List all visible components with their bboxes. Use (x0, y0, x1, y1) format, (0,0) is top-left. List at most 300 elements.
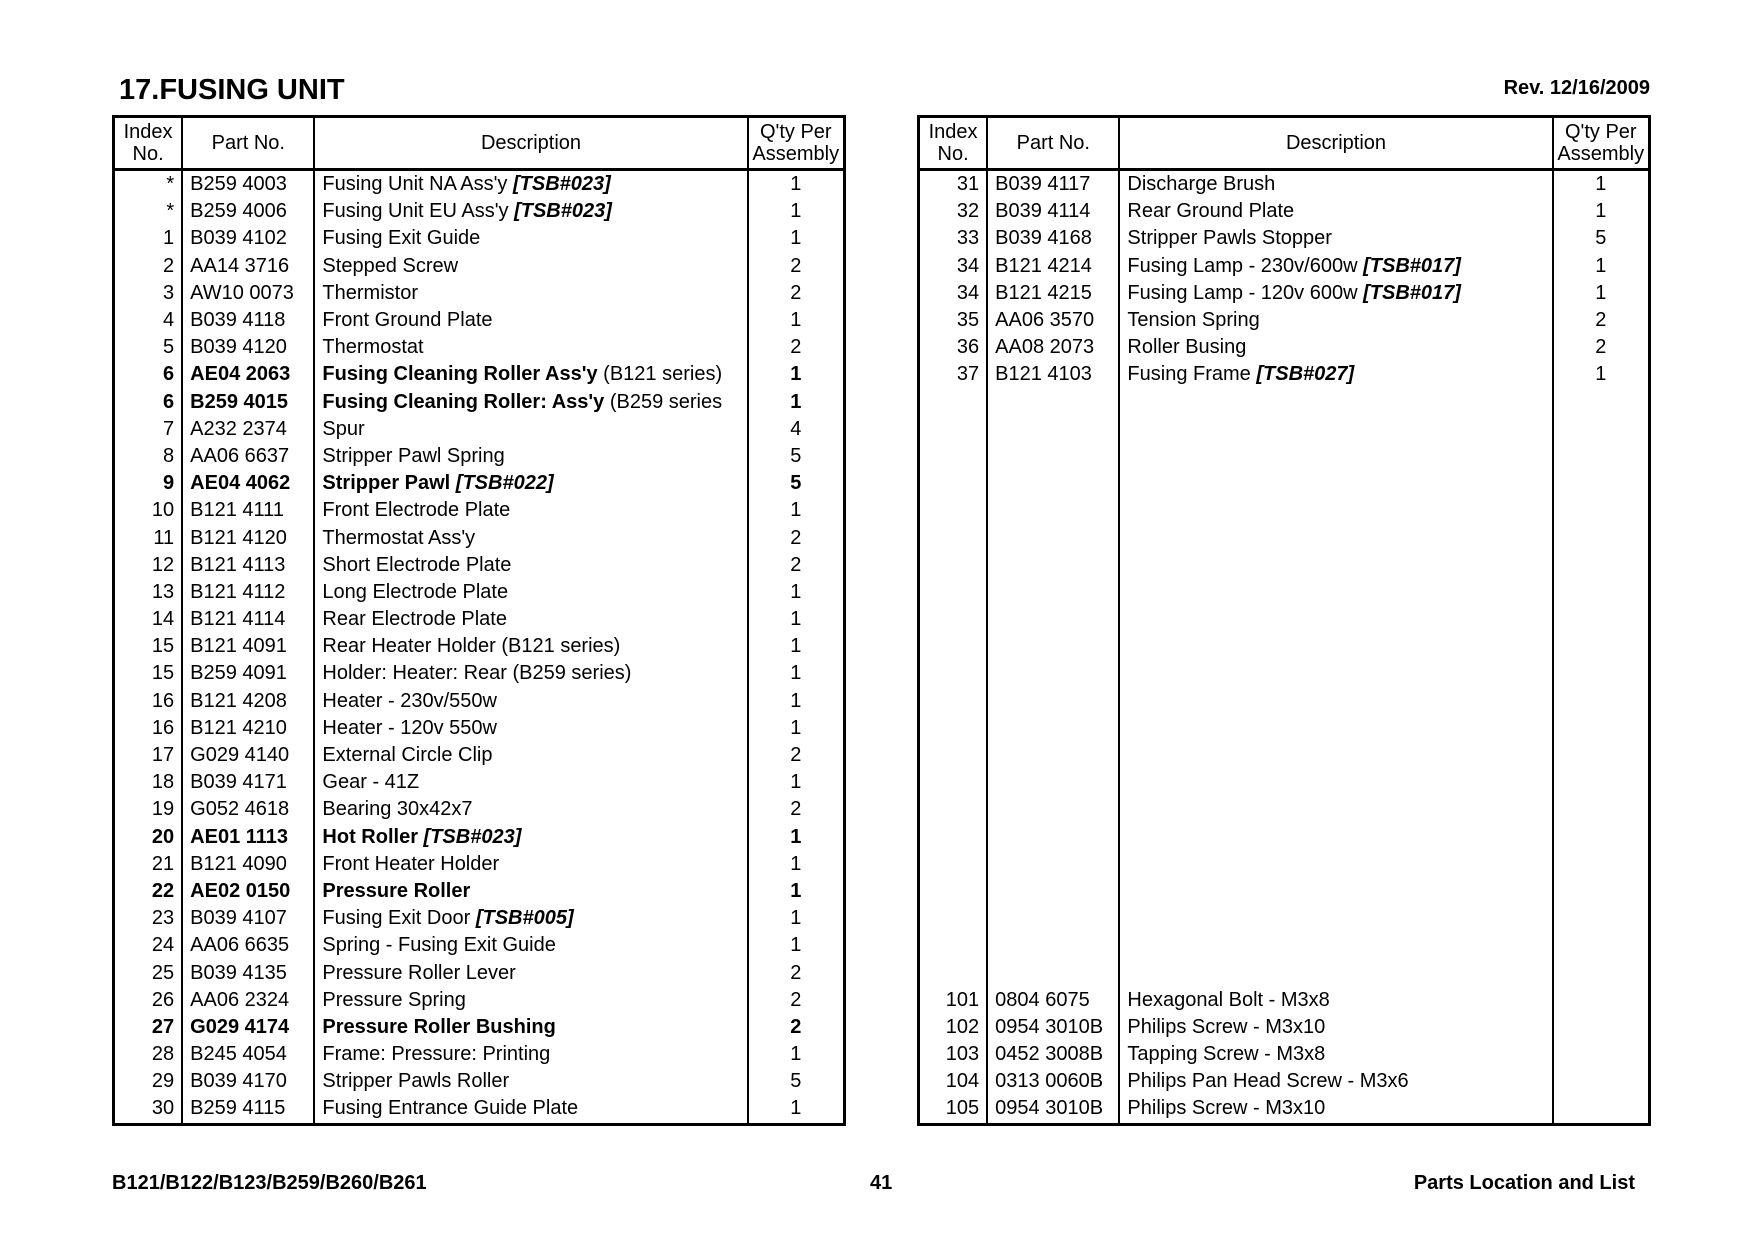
index-cell: 12 (114, 552, 183, 579)
index-cell: 23 (114, 905, 183, 932)
part-number-cell: G052 4618 (182, 796, 314, 823)
part-number-cell: B121 4214 (987, 253, 1119, 280)
description-text: Thermostat (322, 336, 424, 359)
description-cell (314, 579, 747, 606)
tsb-reference: [TSB#027] (1256, 363, 1355, 386)
description-cell (314, 932, 747, 959)
quantity-cell: 1 (1553, 170, 1650, 199)
quantity-cell (1553, 742, 1650, 769)
table-row (919, 987, 1650, 1014)
description-text: Spur (322, 417, 365, 440)
part-number-cell (987, 524, 1119, 551)
description-cell (314, 443, 747, 470)
tsb-reference: [TSB#023] (514, 200, 612, 223)
description-text: Fusing Unit EU Ass'y (322, 200, 509, 223)
index-cell: 16 (114, 688, 183, 715)
description-text: Rear Heater Holder (B121 series) (322, 635, 621, 658)
description-cell (314, 987, 747, 1014)
table-row (114, 959, 845, 986)
index-cell: 11 (114, 524, 183, 551)
table-row (919, 579, 1650, 606)
table-row (919, 878, 1650, 905)
part-number-cell (987, 688, 1119, 715)
table-row (114, 987, 845, 1014)
table-row (114, 715, 845, 742)
index-cell: 2 (114, 253, 183, 280)
part-number-cell: B121 4091 (182, 633, 314, 660)
table-row (114, 606, 845, 633)
part-number-cell (987, 796, 1119, 823)
quantity-cell: 2 (748, 552, 845, 579)
part-number-cell (987, 769, 1119, 796)
part-number-cell (987, 497, 1119, 524)
part-number-cell: 0954 3010B (987, 1095, 1119, 1124)
table-header-row (919, 117, 1650, 170)
quantity-cell: 2 (748, 253, 845, 280)
description-cell (1119, 524, 1552, 551)
description-text: Holder: Heater: Rear (B259 series) (322, 662, 632, 685)
tsb-reference: [TSB#023] (512, 173, 611, 196)
part-number-cell: 0804 6075 (987, 987, 1119, 1014)
quantity-cell: 1 (748, 878, 845, 905)
quantity-cell (1553, 552, 1650, 579)
footer-model-numbers: B121/B122/B123/B259/B260/B261 (112, 1172, 427, 1194)
index-cell: 36 (919, 334, 988, 361)
description-cell (1119, 660, 1552, 687)
part-number-cell: B121 4113 (182, 552, 314, 579)
part-number-cell: AE04 4062 (182, 470, 314, 497)
quantity-cell (1553, 606, 1650, 633)
table-row (114, 688, 845, 715)
part-number-cell: B121 4210 (182, 715, 314, 742)
quantity-cell: 2 (748, 987, 845, 1014)
index-cell: 25 (114, 959, 183, 986)
table-row (114, 932, 845, 959)
index-cell: 34 (919, 253, 988, 280)
table-row (919, 796, 1650, 823)
index-cell: 13 (114, 579, 183, 606)
description-cell (314, 1068, 747, 1095)
description-cell (314, 688, 747, 715)
table-row (919, 170, 1650, 199)
quantity-cell (1553, 796, 1650, 823)
index-cell (919, 851, 988, 878)
description-cell (1119, 932, 1552, 959)
description-cell (1119, 688, 1552, 715)
description-text: Short Electrode Plate (322, 553, 512, 576)
part-number-cell: B039 4114 (987, 198, 1119, 225)
table-row (114, 1014, 845, 1041)
table-row (919, 416, 1650, 443)
description-cell (314, 524, 747, 551)
description-text: Thermostat Ass'y (322, 526, 476, 549)
index-cell: 37 (919, 361, 988, 388)
description-cell (314, 470, 747, 497)
series-note: (B121 series) (597, 363, 723, 386)
part-number-cell (987, 905, 1119, 932)
part-number-cell (987, 851, 1119, 878)
quantity-cell (1553, 524, 1650, 551)
description-text: Philips Screw - M3x10 (1127, 1097, 1326, 1120)
description-cell (314, 715, 747, 742)
part-number-cell: 0452 3008B (987, 1041, 1119, 1068)
quantity-cell: 1 (1553, 253, 1650, 280)
description-text: Fusing Exit Guide (322, 227, 481, 250)
description-cell (1119, 1041, 1552, 1068)
description-cell (314, 1014, 747, 1041)
part-number-cell (987, 932, 1119, 959)
index-cell: 7 (114, 416, 183, 443)
index-cell: 20 (114, 824, 183, 851)
quantity-cell (1553, 905, 1650, 932)
quantity-cell (1553, 932, 1650, 959)
index-cell (919, 932, 988, 959)
part-number-cell: B039 4168 (987, 225, 1119, 252)
description-text: Heater - 230v/550w (322, 689, 497, 712)
table-row (919, 524, 1650, 551)
table-row (919, 1014, 1650, 1041)
part-number-cell: AW10 0073 (182, 280, 314, 307)
table-row (114, 742, 845, 769)
quantity-cell (1553, 987, 1650, 1014)
index-cell: 19 (114, 796, 183, 823)
quantity-cell (1553, 1095, 1650, 1124)
index-cell (919, 660, 988, 687)
column-header-qty: Q'ty Per Assembly (748, 117, 845, 170)
part-number-cell: B039 4118 (182, 307, 314, 334)
description-text: Fusing Cleaning Roller Ass'y (322, 363, 598, 386)
quantity-cell: 2 (748, 280, 845, 307)
parts-table-left (112, 115, 846, 1126)
quantity-cell (1553, 660, 1650, 687)
part-number-cell: B259 4091 (182, 660, 314, 687)
part-number-cell (987, 606, 1119, 633)
table-row (114, 497, 845, 524)
index-cell: 24 (114, 932, 183, 959)
table-row (919, 334, 1650, 361)
part-number-cell (987, 959, 1119, 986)
part-number-cell: B039 4107 (182, 905, 314, 932)
footer-section-title: Parts Location and List (1413, 1172, 1635, 1194)
quantity-cell: 1 (748, 688, 845, 715)
quantity-cell: 1 (748, 905, 845, 932)
index-cell: 3 (114, 280, 183, 307)
quantity-cell: 1 (748, 307, 845, 334)
tsb-reference: [TSB#022] (455, 472, 554, 495)
table-row (919, 389, 1650, 416)
quantity-cell (1553, 443, 1650, 470)
table-row (114, 280, 845, 307)
part-number-cell (987, 660, 1119, 687)
index-cell: 32 (919, 198, 988, 225)
tsb-reference: [TSB#005] (475, 907, 574, 930)
part-number-cell: B259 4115 (182, 1095, 314, 1124)
quantity-cell (1553, 688, 1650, 715)
quantity-cell (1553, 389, 1650, 416)
table-row (919, 851, 1650, 878)
quantity-cell: 2 (748, 796, 845, 823)
index-cell: 6 (114, 361, 183, 388)
table-row (114, 198, 845, 225)
tsb-reference: [TSB#017] (1363, 254, 1461, 277)
description-cell (314, 905, 747, 932)
description-cell (1119, 796, 1552, 823)
index-cell: 33 (919, 225, 988, 252)
part-number-cell (987, 878, 1119, 905)
description-text: Spring - Fusing Exit Guide (322, 934, 556, 957)
table-row (114, 307, 845, 334)
quantity-cell: 1 (748, 497, 845, 524)
index-cell (919, 497, 988, 524)
index-cell (919, 824, 988, 851)
part-number-cell: AA08 2073 (987, 334, 1119, 361)
description-text: Front Heater Holder (322, 852, 500, 875)
part-number-cell: AA14 3716 (182, 253, 314, 280)
part-number-cell: B259 4015 (182, 389, 314, 416)
index-cell: 22 (114, 878, 183, 905)
quantity-cell: 1 (748, 579, 845, 606)
description-cell (314, 361, 747, 388)
part-number-cell (987, 470, 1119, 497)
index-cell (919, 796, 988, 823)
quantity-cell (1553, 851, 1650, 878)
table-row (114, 470, 845, 497)
table-row (114, 334, 845, 361)
index-cell: 27 (114, 1014, 183, 1041)
index-cell: 29 (114, 1068, 183, 1095)
description-cell (1119, 361, 1552, 388)
description-text: Pressure Spring (322, 988, 466, 1011)
part-number-cell: AA06 2324 (182, 987, 314, 1014)
table-row (919, 633, 1650, 660)
quantity-cell (1553, 959, 1650, 986)
description-cell (1119, 389, 1552, 416)
quantity-cell: 1 (748, 361, 845, 388)
description-cell (314, 389, 747, 416)
description-text: Roller Busing (1127, 336, 1247, 359)
description-text: Long Electrode Plate (322, 580, 509, 603)
description-cell (314, 769, 747, 796)
series-note: (B259 series (604, 390, 723, 413)
description-text: Philips Screw - M3x10 (1127, 1015, 1326, 1038)
part-number-cell: B121 4111 (182, 497, 314, 524)
quantity-cell (1553, 470, 1650, 497)
quantity-cell: 2 (748, 334, 845, 361)
description-cell (1119, 170, 1552, 199)
quantity-cell: 1 (748, 824, 845, 851)
description-text: Philips Pan Head Screw - M3x6 (1127, 1070, 1409, 1093)
part-number-cell (987, 824, 1119, 851)
part-number-cell: AE02 0150 (182, 878, 314, 905)
table-row (919, 769, 1650, 796)
column-header-index: Index No. (919, 117, 988, 170)
description-text: Fusing Entrance Guide Plate (322, 1097, 579, 1120)
description-cell (314, 959, 747, 986)
description-cell (314, 851, 747, 878)
index-cell: 4 (114, 307, 183, 334)
index-cell: 18 (114, 769, 183, 796)
index-cell: * (114, 170, 183, 199)
quantity-cell: 1 (748, 1041, 845, 1068)
description-cell (314, 1095, 747, 1124)
part-number-cell (987, 416, 1119, 443)
index-cell: 30 (114, 1095, 183, 1124)
description-cell (1119, 1068, 1552, 1095)
description-cell (1119, 1014, 1552, 1041)
index-cell: 9 (114, 470, 183, 497)
description-text: Fusing Lamp - 120v 600w (1127, 281, 1358, 304)
description-cell (1119, 443, 1552, 470)
table-row (919, 959, 1650, 986)
table-row (919, 824, 1650, 851)
parts-table-right (917, 115, 1651, 1126)
part-number-cell: B121 4090 (182, 851, 314, 878)
index-cell: 6 (114, 389, 183, 416)
part-number-cell: B121 4103 (987, 361, 1119, 388)
description-cell (1119, 497, 1552, 524)
quantity-cell: 2 (748, 742, 845, 769)
index-cell (919, 878, 988, 905)
description-text: Rear Ground Plate (1127, 200, 1295, 223)
part-number-cell: AA06 6635 (182, 932, 314, 959)
index-cell (919, 769, 988, 796)
description-cell (1119, 416, 1552, 443)
table-row (919, 361, 1650, 388)
part-number-cell: G029 4174 (182, 1014, 314, 1041)
table-row (114, 824, 845, 851)
description-cell (314, 170, 747, 199)
table-row (114, 579, 845, 606)
table-row (919, 1068, 1650, 1095)
part-number-cell: 0954 3010B (987, 1014, 1119, 1041)
index-cell: 103 (919, 1041, 988, 1068)
quantity-cell: 1 (1553, 198, 1650, 225)
part-number-cell: B039 4135 (182, 959, 314, 986)
table-row (114, 1095, 845, 1124)
quantity-cell: 1 (748, 606, 845, 633)
table-row (919, 660, 1650, 687)
column-header-part-no: Part No. (987, 117, 1119, 170)
description-cell (1119, 878, 1552, 905)
table-row (114, 552, 845, 579)
description-cell (1119, 959, 1552, 986)
description-cell (1119, 742, 1552, 769)
table-row (919, 715, 1650, 742)
quantity-cell: 4 (748, 416, 845, 443)
description-cell (1119, 552, 1552, 579)
description-cell (1119, 633, 1552, 660)
index-cell (919, 524, 988, 551)
quantity-cell: 5 (748, 1068, 845, 1095)
table-row (919, 742, 1650, 769)
description-text: Stripper Pawls Roller (322, 1070, 510, 1093)
quantity-cell: 5 (1553, 225, 1650, 252)
description-cell (314, 878, 747, 905)
index-cell (919, 959, 988, 986)
quantity-cell (1553, 497, 1650, 524)
index-cell (919, 905, 988, 932)
description-cell (1119, 905, 1552, 932)
quantity-cell (1553, 1041, 1650, 1068)
part-number-cell: B039 4102 (182, 225, 314, 252)
part-number-cell: B039 4170 (182, 1068, 314, 1095)
tsb-reference: [TSB#017] (1363, 281, 1461, 304)
index-cell (919, 715, 988, 742)
quantity-cell (1553, 633, 1650, 660)
description-cell (314, 253, 747, 280)
index-cell: 15 (114, 633, 183, 660)
description-text: Fusing Unit NA Ass'y (322, 173, 508, 196)
description-cell (314, 497, 747, 524)
description-cell (314, 1041, 747, 1068)
part-number-cell: AE04 2063 (182, 361, 314, 388)
part-number-cell: AA06 3570 (987, 307, 1119, 334)
parts-list-left (114, 170, 845, 1125)
quantity-cell: 2 (748, 1014, 845, 1041)
tsb-reference: [TSB#023] (423, 825, 522, 848)
description-text: Bearing 30x42x7 (322, 798, 473, 821)
quantity-cell: 2 (748, 959, 845, 986)
part-number-cell (987, 389, 1119, 416)
column-header-part-no: Part No. (182, 117, 314, 170)
description-cell (314, 824, 747, 851)
description-text: Gear - 41Z (322, 771, 420, 794)
index-cell (919, 389, 988, 416)
table-row (114, 796, 845, 823)
index-cell (919, 552, 988, 579)
description-cell (1119, 280, 1552, 307)
column-header-index: Index No. (114, 117, 183, 170)
part-number-cell: 0313 0060B (987, 1068, 1119, 1095)
index-cell: 1 (114, 225, 183, 252)
quantity-cell: 1 (748, 660, 845, 687)
part-number-cell: G029 4140 (182, 742, 314, 769)
part-number-cell (987, 742, 1119, 769)
part-number-cell: B259 4003 (182, 170, 314, 199)
table-row (919, 443, 1650, 470)
index-cell (919, 606, 988, 633)
revision-date: Rev. 12/16/2009 (1503, 77, 1650, 99)
index-cell: 104 (919, 1068, 988, 1095)
description-cell (314, 660, 747, 687)
description-cell (314, 307, 747, 334)
table-row (114, 878, 845, 905)
index-cell: 35 (919, 307, 988, 334)
quantity-cell (1553, 878, 1650, 905)
table-row (114, 170, 845, 199)
part-number-cell: B121 4114 (182, 606, 314, 633)
description-cell (1119, 1095, 1552, 1124)
index-cell: 14 (114, 606, 183, 633)
index-cell (919, 633, 988, 660)
description-text: Heater - 120v 550w (322, 716, 497, 739)
part-number-cell: B121 4215 (987, 280, 1119, 307)
index-cell: 101 (919, 987, 988, 1014)
table-row (919, 688, 1650, 715)
part-number-cell (987, 633, 1119, 660)
table-row (919, 470, 1650, 497)
table-row (114, 905, 845, 932)
description-cell (314, 742, 747, 769)
index-cell: 16 (114, 715, 183, 742)
description-cell (314, 633, 747, 660)
description-cell (1119, 715, 1552, 742)
part-number-cell: B121 4120 (182, 524, 314, 551)
table-row (919, 307, 1650, 334)
description-text: Front Ground Plate (322, 309, 493, 332)
index-cell: 21 (114, 851, 183, 878)
quantity-cell: 5 (748, 470, 845, 497)
